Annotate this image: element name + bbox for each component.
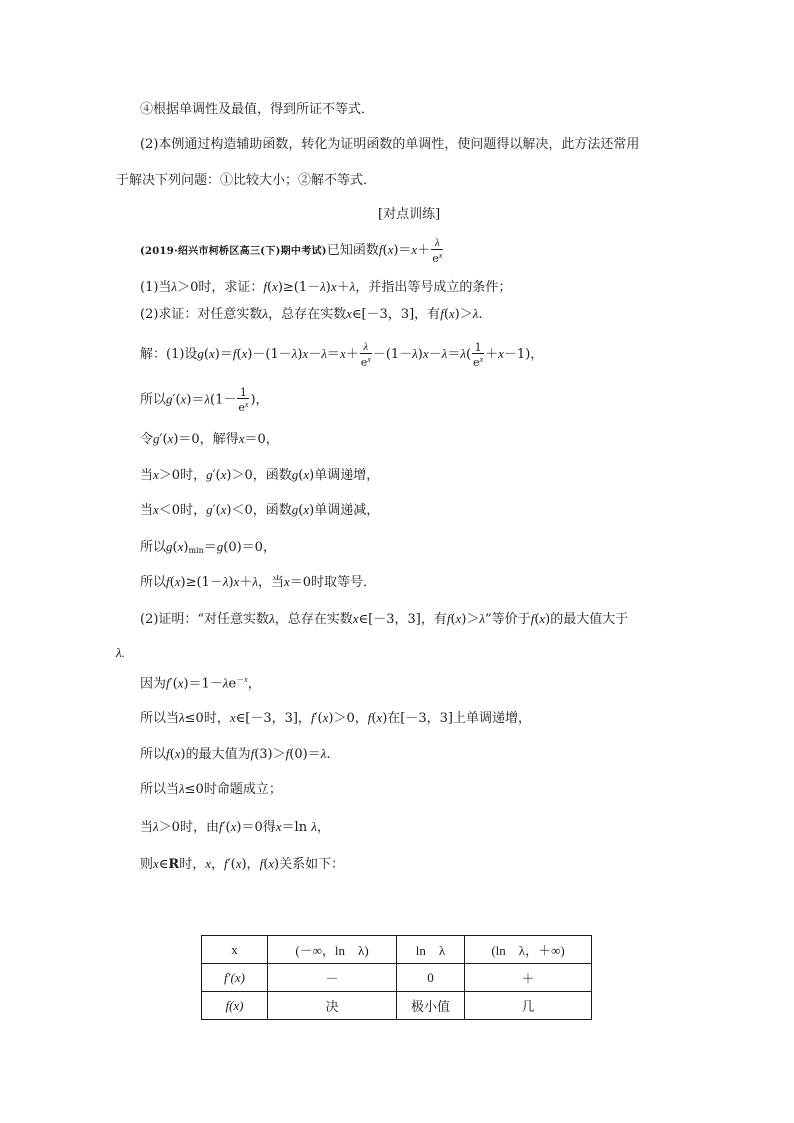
table-row — [202, 964, 592, 992]
table-cell: f(x) — [202, 992, 268, 1020]
table-cell: 几 — [465, 992, 592, 1020]
section-heading: [对点训练] — [378, 207, 441, 222]
table-cell: 决 — [268, 992, 397, 1020]
solution-line-7: 所以f(x)≥(1－λ)x＋λ，当x＝0时取等号． — [140, 574, 377, 590]
proof-line-2: λ. — [116, 645, 125, 660]
table-cell: ln λ — [397, 936, 465, 964]
solution-line-4: 当x＞0时，g′(x)＞0，函数g(x)单调递增， — [140, 467, 380, 483]
proof-line-6: 所以当λ≤0时命题成立； — [140, 781, 282, 797]
table-row — [202, 992, 592, 1020]
problem-source: (2019·绍兴市柯桥区高三(下)期中考试) — [140, 246, 327, 257]
table-cell: f′(x) — [202, 964, 268, 992]
solution-line-1: 解：(1)设g(x)＝f(x)－(1－λ)x－λ＝x＋ $\frac{\lambda}{e^x}$ －(1－λ)x－λ＝λ( $\frac{1}{e^x}$ ＋x－1)， — [140, 340, 544, 369]
table-cell: － — [268, 964, 397, 992]
proof-line-1: (2)证明：“对任意实数λ，总存在实数x∈[－3，3]，有f(x)＞λ”等价于f(x)的最大值大于 — [140, 611, 629, 627]
proof-line-8: 则x∈R时，x，f′(x)，f(x)关系如下： — [140, 856, 345, 872]
remark-line-2: 于解决下列问题：①比较大小；②解不等式． — [116, 173, 377, 188]
solution-line-2: 所以g′(x)＝λ(1－ $\frac{1}{e^x}$ )， — [140, 386, 269, 414]
formula-f: f(x)＝x＋ $\frac{\lambda}{e^x}$ — [378, 237, 443, 265]
table-cell: x — [202, 936, 268, 964]
table-cell: 极小值 — [397, 992, 465, 1020]
solution-line-6: 所以$g(x)_{min}=g(0)=0$， — [140, 539, 276, 555]
table-row — [202, 936, 592, 964]
step-4-text: ④根据单调性及最值，得到所证不等式． — [140, 102, 375, 117]
table-cell: ＋ — [465, 964, 592, 992]
solution-line-3: 令g′(x)＝0，解得x＝0， — [140, 431, 279, 447]
proof-line-5: 所以f(x)的最大值为f(3)＞f(0)＝λ. — [140, 746, 331, 762]
variation-table — [201, 935, 592, 1020]
table-cell: (－∞，ln λ) — [268, 936, 397, 964]
proof-line-3: 因为$f'(x)=1-\lambda e^{-x}$， — [140, 675, 261, 692]
part-1: (1)当λ＞0时，求证：f(x)≥(1－λ)x＋λ，并指出等号成立的条件； — [140, 279, 512, 295]
problem-intro: 已知函数 — [326, 243, 379, 258]
problem-statement — [140, 237, 444, 264]
proof-line-7: 当λ＞0时，由f′(x)＝0得x＝ln λ， — [140, 819, 330, 835]
part-2: (2)求证：对任意实数λ，总存在实数x∈[－3，3]，有f(x)＞λ. — [140, 306, 483, 322]
table-cell: (ln λ，＋∞) — [465, 936, 592, 964]
solution-line-5: 当x＜0时，g′(x)＜0，函数g(x)单调递减， — [140, 502, 380, 518]
table-cell: 0 — [397, 964, 465, 992]
remark-line-1: (2)本例通过构造辅助函数，转化为证明函数的单调性，使问题得以解决，此方法还常用 — [140, 137, 640, 152]
proof-line-4: 所以当λ≤0时，x∈[－3，3]，f′(x)＞0，f(x)在[－3，3]上单调递增， — [140, 710, 531, 726]
